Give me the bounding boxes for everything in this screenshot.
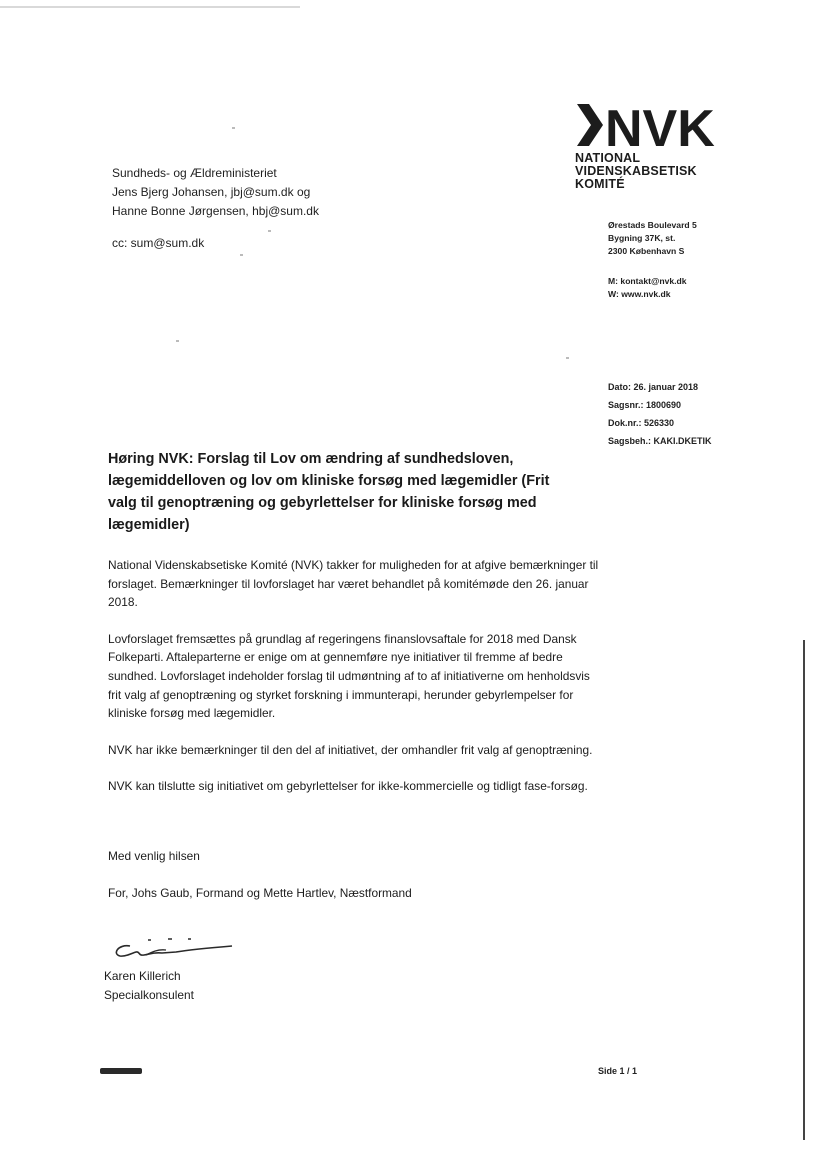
letter-subject: Høring NVK: Forslag til Lov om ændring af sundhedsloven, lægemiddelloven og lov om kliniske forsøg med lægemidler (Frit valg til genoptræning og gebyrlettelser for kliniske forsøg med lægemidler) xyxy=(108,451,550,533)
sender-address xyxy=(608,219,697,258)
document-meta xyxy=(608,378,712,450)
on-behalf-line: For, Johs Gaub, Formand og Mette Hartlev, Næstformand xyxy=(108,886,412,900)
body-paragraph: National Videnskabsetiske Komité (NVK) takker for muligheden for at afgive bemærkninger til forslaget. Bemærkninger til lovforslaget har været behandlet på komitémøde den 26. januar 2018. xyxy=(108,558,599,610)
recipient-line: Jens Bjerg Johansen, jbj@sum.dk og xyxy=(112,185,311,199)
handwritten-signature xyxy=(108,936,238,971)
address-line: Ørestads Boulevard 5 xyxy=(608,220,697,230)
signer-block xyxy=(104,967,194,1005)
scan-speck xyxy=(566,357,569,359)
svg-text:NVK: NVK xyxy=(605,100,715,150)
logo-line: NATIONAL xyxy=(575,151,641,165)
footer-bar xyxy=(100,1068,142,1074)
scan-speck xyxy=(268,230,271,232)
page-number: Side 1 / 1 xyxy=(598,1066,638,1076)
contact-email: M: kontakt@nvk.dk xyxy=(608,276,687,286)
letter-body xyxy=(108,556,603,814)
contact-web: W: www.nvk.dk xyxy=(608,289,671,299)
recipient-line: Sundheds- og Ældreministeriet xyxy=(112,166,277,180)
sender-contact xyxy=(608,275,687,301)
scan-speck xyxy=(176,340,179,342)
meta-case-handler: Sagsbeh.: KAKI.DKETIK xyxy=(608,436,712,446)
meta-case-number: Sagsnr.: 1800690 xyxy=(608,400,682,410)
meta-document-number: Dok.nr.: 526330 xyxy=(608,418,675,428)
scan-speck xyxy=(240,254,243,256)
scan-artifact-top xyxy=(0,6,300,8)
scan-artifact-right-edge xyxy=(803,640,805,1140)
logo-text xyxy=(575,152,745,191)
body-paragraph: Lovforslaget fremsættes på grundlag af regeringens finanslovsaftale for 2018 med Dansk Folkeparti. Aftaleparterne er enige om at gennemføre nye initiativer til fremme af bedre sundhed. Lovforslaget indeholder forslag til udmøntning af to af initiativerne om henholdsvis frit valg af genoptræning og styrket forskning i immunterapi, herunder gebyrlempelser for kliniske forsøg med lægemidler. xyxy=(108,631,590,721)
address-line: Bygning 37K, st. xyxy=(608,233,676,243)
recipient-block xyxy=(112,164,319,221)
scan-speck xyxy=(232,127,235,129)
logo-line: VIDENSKABSETISK xyxy=(575,164,697,178)
nvk-logo-mark xyxy=(575,100,725,150)
address-line: 2300 København S xyxy=(608,246,685,256)
logo-line: KOMITÉ xyxy=(575,177,625,191)
nvk-logo xyxy=(575,100,745,191)
recipient-line: Hanne Bonne Jørgensen, hbj@sum.dk xyxy=(112,204,319,218)
closing-greeting: Med venlig hilsen xyxy=(108,849,200,863)
signer-name: Karen Killerich xyxy=(104,969,181,983)
meta-date: Dato: 26. januar 2018 xyxy=(608,382,699,392)
signer-title: Specialkonsulent xyxy=(104,988,194,1002)
body-paragraph: NVK kan tilslutte sig initiativet om gebyrlettelser for ikke-kommercielle og tidligt fase-forsøg. xyxy=(108,779,588,794)
body-paragraph: NVK har ikke bemærkninger til den del af initiativet, der omhandler frit valg af genoptræning. xyxy=(108,742,593,757)
cc-line: cc: sum@sum.dk xyxy=(112,236,205,250)
